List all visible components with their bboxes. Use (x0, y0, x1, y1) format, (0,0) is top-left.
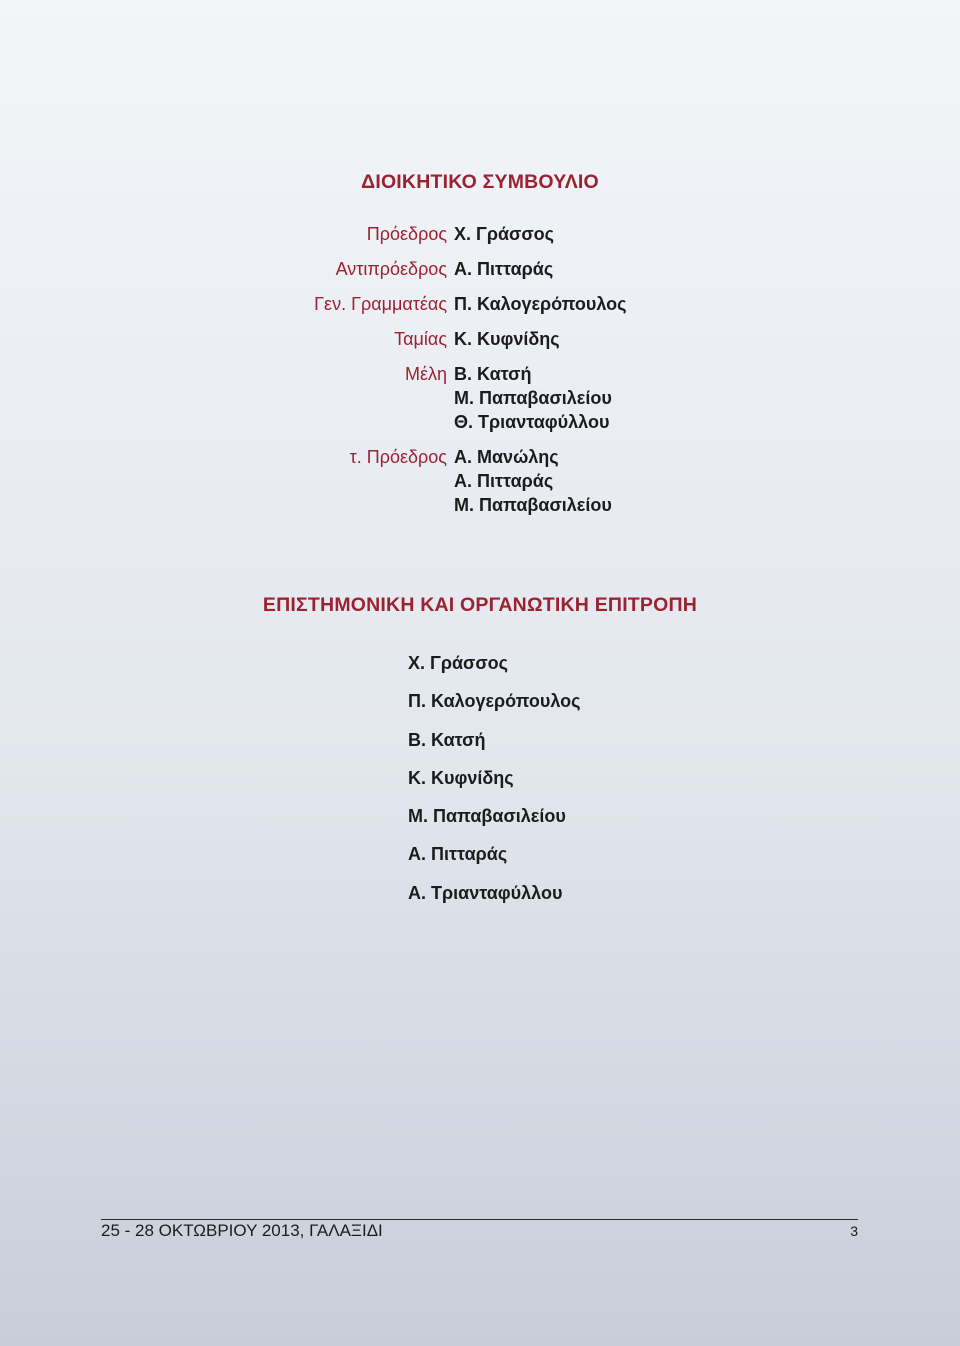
board-member-name: Α. Πιτταράς (454, 259, 554, 279)
board-role-label: τ. Πρόεδρος (349, 447, 447, 467)
board-member-name: Θ. Τριανταφύλλου (454, 412, 610, 432)
committee-member-name: Κ. Κυφνίδης (408, 767, 514, 788)
board-names (454, 222, 554, 246)
board-row-former-president (0, 445, 960, 517)
committee-member-name: Χ. Γράσσος (408, 653, 509, 673)
committee-member-name: Α. Τριανταφύλλου (408, 882, 563, 903)
board-member-name: Μ. Παπαβασιλείου (454, 495, 612, 515)
board-role-label: Πρόεδρος (366, 224, 447, 244)
board-names (454, 257, 553, 281)
board-member-name: Π. Καλογερόπουλος (454, 294, 627, 314)
committee-member-name: Β. Κατσή (408, 729, 486, 750)
board-row-president (0, 222, 960, 246)
board-role-label: Μέλη (404, 364, 447, 384)
board-member-name: Χ. Γράσσος (454, 224, 555, 244)
board-role-label: Ταμίας (394, 329, 447, 349)
committee-member-name: Π. Καλογερόπουλος (408, 691, 581, 712)
page-number: 3 (850, 1223, 858, 1239)
board-row-vice-president (0, 257, 960, 281)
board-title: ΔΙΟΙΚΗΤΙΚΟ ΣΥΜΒΟΥΛΙΟ (361, 171, 599, 193)
board-role-label: Γεν. Γραμματέας (314, 294, 447, 314)
board-row-members (0, 362, 960, 434)
board-names (454, 327, 560, 351)
committee-list (408, 651, 808, 919)
board-list (0, 222, 960, 528)
board-role-label: Αντιπρόεδρος (335, 259, 447, 279)
committee-member-name: Α. Πιτταράς (408, 844, 508, 865)
board-member-name: Β. Κατσή (454, 364, 532, 384)
board-member-name: Α. Μανώλης (454, 447, 559, 467)
board-names (454, 445, 612, 517)
board-member-name: Κ. Κυφνίδης (454, 329, 560, 349)
board-member-name: Α. Πιτταράς (454, 471, 554, 491)
board-names (454, 292, 627, 316)
committee-member-name: Μ. Παπαβασιλείου (408, 806, 566, 827)
board-row-treasurer (0, 327, 960, 351)
board-names (454, 362, 612, 434)
committee-title: ΕΠΙΣΤΗΜΟΝΙΚΗ ΚΑΙ ΟΡΓΑΝΩΤΙΚΗ ΕΠΙΤΡΟΠΗ (262, 594, 698, 616)
board-member-name: Μ. Παπαβασιλείου (454, 388, 612, 408)
board-row-general-secretary (0, 292, 960, 316)
footer-event-info: 25 - 28 ΟΚΤΩΒΡΙΟΥ 2013, ΓΑΛΑΞΙΔΙ (101, 1221, 383, 1240)
